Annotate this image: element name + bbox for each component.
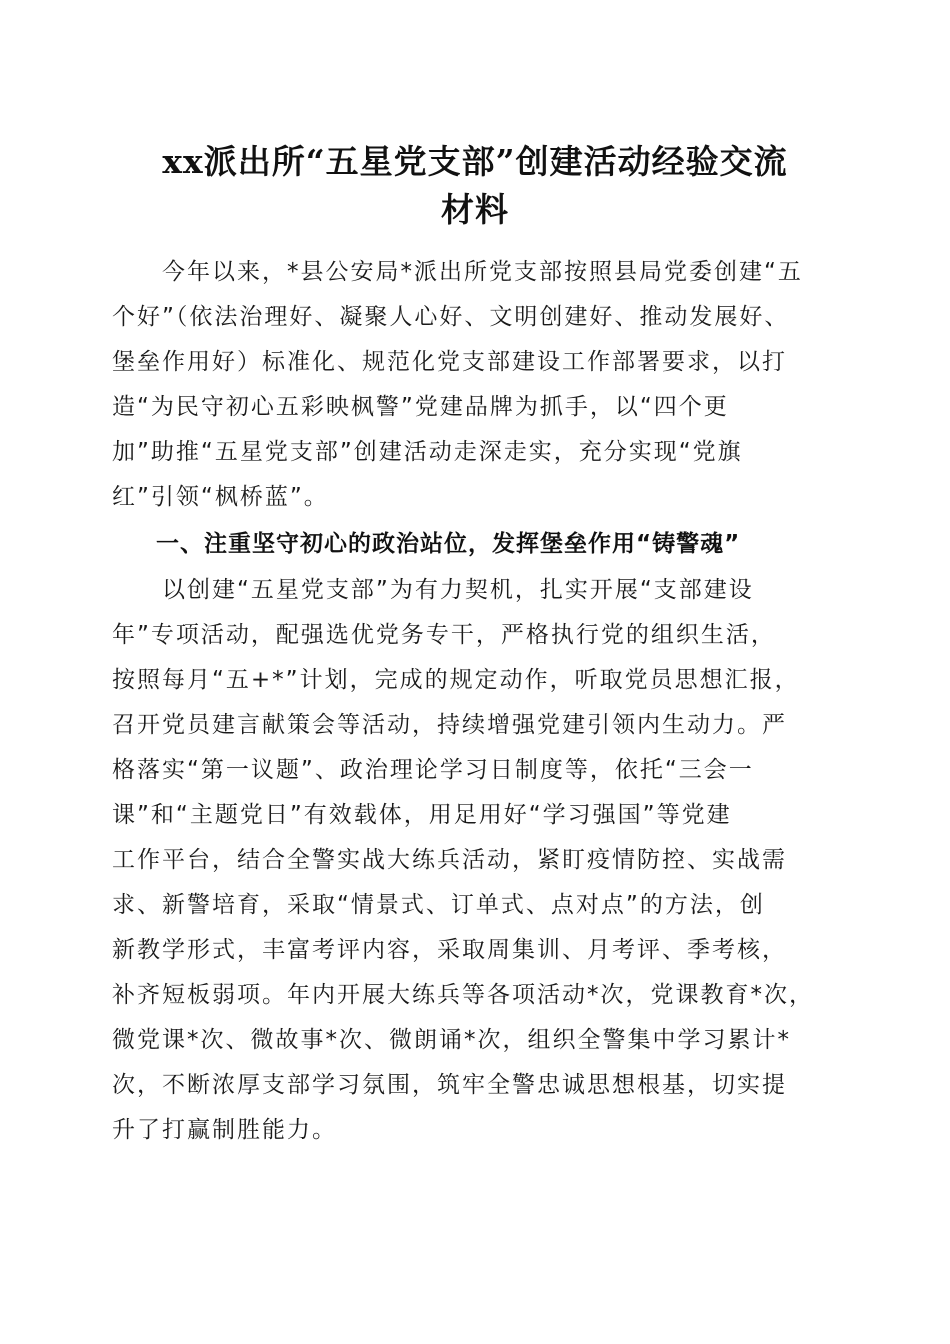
text-line: 微党课*次、微故事*次、微朗诵*次，组织全警集中学习累计*: [112, 1027, 791, 1053]
text-line: 求、新警培育，采取“情景式、订单式、点对点”的方法，创: [112, 892, 765, 918]
text-line: 今年以来，*县公安局*派出所党支部按照县局党委创建“五: [112, 259, 803, 285]
text-line: 年”专项活动，配强选优党务专干，严格执行党的组织生活，: [112, 622, 776, 648]
section-paragraph: [112, 568, 848, 1153]
text-line: 红”引领“枫桥蓝”。: [112, 484, 329, 510]
text-line: 按照每月“五+*”计划，完成的规定动作，听取党员思想汇报，: [112, 667, 800, 693]
document-body: [112, 250, 848, 1153]
text-line: 工作平台，结合全警实战大练兵活动，紧盯疫情防控、实战需: [112, 847, 787, 873]
intro-paragraph: [112, 250, 848, 520]
text-line: 课”和“主题党日”有效载体，用足用好“学习强国”等党建: [112, 802, 732, 828]
text-line: 新教学形式，丰富考评内容，采取周集训、月考评、季考核，: [112, 937, 787, 963]
title-line: 材料: [441, 190, 509, 229]
document-title: [90, 138, 860, 234]
title-line: xx派出所“五星党支部”创建活动经验交流: [162, 142, 788, 181]
text-line: 造“为民守初心五彩映枫警”党建品牌为抓手，以“四个更: [112, 394, 729, 420]
section-heading: 一、注重坚守初心的政治站位，发挥堡垒作用“铸警魂”: [156, 531, 741, 557]
text-line: 个好”（依法治理好、凝聚人心好、文明创建好、推动发展好、: [112, 304, 790, 330]
text-line: 补齐短板弱项。年内开展大练兵等各项活动*次，党课教育*次，: [112, 982, 814, 1008]
text-line: 次，不断浓厚支部学习氛围，筑牢全警忠诚思想根基，切实提: [112, 1072, 787, 1098]
text-line: 格落实“第一议题”、政治理论学习日制度等，依托“三会一: [112, 757, 754, 783]
text-line: 召开党员建言献策会等活动，持续增强党建引领内生动力。严: [112, 712, 787, 738]
text-line: 堡垒作用好）标准化、规范化党支部建设工作部署要求，以打: [112, 349, 787, 375]
text-line: 升了打赢制胜能力。: [112, 1117, 337, 1143]
text-line: 以创建“五星党支部”为有力契机，扎实开展“支部建设: [112, 577, 754, 603]
text-line: 加”助推“五星党支部”创建活动走深走实，充分实现“党旗: [112, 439, 743, 465]
